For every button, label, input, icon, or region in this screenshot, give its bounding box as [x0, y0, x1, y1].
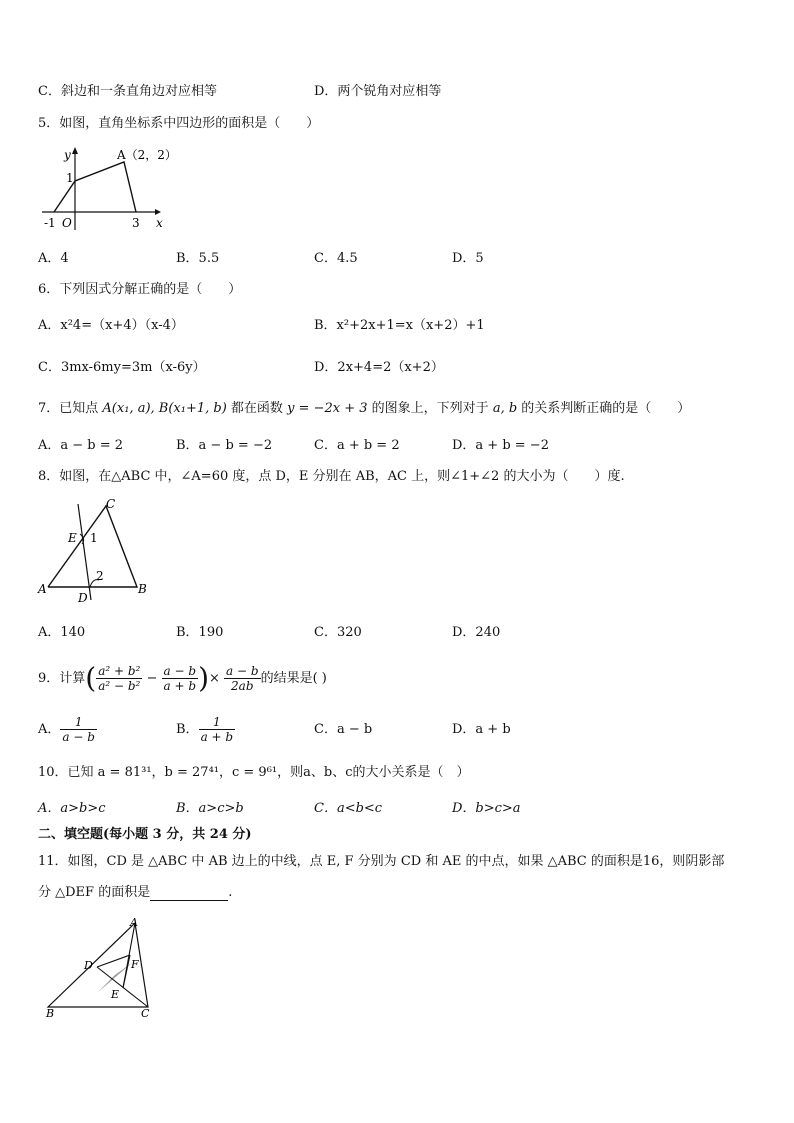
q5-option-c: C．4.5 [314, 251, 358, 266]
point-d: D [84, 959, 93, 972]
quadrilateral [54, 162, 136, 212]
median-cd [97, 967, 148, 1007]
q6-option-c: C．3mx-6my=3m（x-6y） [38, 360, 206, 375]
q7-option-d: D．a + b = −2 [452, 438, 549, 453]
q9-option-d: D．a + b [452, 722, 511, 737]
q7-points: A(x₁, a), B(x₁+1, b) [102, 401, 227, 416]
q7-suffix: 的关系判断正确的是（ ） [521, 401, 691, 416]
segment-fe [123, 955, 130, 988]
tick-1: 1 [66, 171, 74, 185]
q10-option-c: C．a<b<c [314, 801, 383, 816]
q9-option-c: C．a − b [314, 722, 373, 737]
q5-option-b: B．5.5 [176, 251, 220, 266]
q9-fraction-1: $\frac{\text{a² + b²}}{\text{a² − b²}}$ [98, 664, 141, 693]
q7-mid2: 的图象上，下列对于 [371, 401, 489, 416]
q8-triangle-figure [36, 496, 156, 606]
q9-option-a: A． $\frac{1}{a - b}$ [38, 715, 95, 744]
q5-option-d: D．5 [452, 251, 484, 266]
q7-option-a: A．a − b = 2 [38, 438, 124, 453]
vertex-c: C [106, 497, 116, 511]
q9-fraction-3: $\frac{a - b}{2ab}$ [226, 664, 259, 693]
vertex-a: A [38, 582, 47, 596]
q9-prefix: 9．计算 [38, 671, 86, 686]
point-e: E [111, 988, 120, 1001]
q9-fraction-2: $\frac{a - b}{a + b}$ [163, 664, 197, 693]
triangle-abc [48, 506, 137, 587]
q11-answer-blank[interactable] [150, 887, 228, 901]
q6-option-a: A．x²4=（x+4）（x-4） [38, 318, 184, 333]
point-e: E [68, 531, 77, 545]
q7-prefix: 7．已知点 [38, 401, 99, 416]
section-heading: 二、填空题(每小题 3 分，共 24 分) [38, 827, 252, 842]
point-f: F [131, 958, 139, 971]
x-axis-arrow [155, 209, 161, 215]
q4-option-d: D．两个锐角对应相等 [314, 84, 442, 99]
y-label: y [64, 148, 71, 162]
segment-df [97, 955, 130, 967]
q10-option-a: A．a>b>c [38, 801, 106, 816]
q11-triangle-figure [40, 913, 165, 1021]
vertex-c: C [141, 1007, 150, 1020]
q7-mid: 都在函数 [230, 401, 283, 416]
q5-option-a: A．4 [38, 251, 69, 266]
q8-option-a: A．140 [38, 625, 86, 640]
y-axis-arrow [72, 147, 78, 154]
q7-option-b: B．a − b = −2 [176, 438, 273, 453]
origin-label: O [62, 216, 72, 230]
tick-3: 3 [132, 216, 140, 230]
q10-option-b: B．a>c>b [176, 801, 244, 816]
q7-option-c: C．a + b = 2 [314, 438, 400, 453]
q8-option-c: C．320 [314, 625, 362, 640]
q6-option-d: D．2x+4=2（x+2） [314, 360, 444, 375]
q8-option-b: B．190 [176, 625, 224, 640]
q8-stem: 8．如图，在△ABC 中，∠A=60 度，点 D，E 分别在 AB，AC 上，则∠1+∠2 的大小为（ ）度. [38, 469, 625, 484]
q7-function: y = −2x + 3 [287, 401, 368, 416]
q9-suffix: 的结果是( ) [260, 671, 327, 686]
q10-option-d: D．b>c>a [452, 801, 521, 816]
transversal-line [78, 504, 91, 600]
q5-coordinate-figure [40, 142, 177, 234]
q5-stem: 5．如图，直角坐标系中四边形的面积是（ ） [38, 116, 320, 131]
q6-stem: 6．下列因式分解正确的是（ ） [38, 282, 242, 297]
point-d: D [78, 591, 88, 605]
q10-stem: 10．已知 a = 81³¹，b = 27⁴¹，c = 9⁶¹，则a、b、c的大小关系是（ ） [38, 765, 470, 780]
point-a-label: A（2，2） [117, 148, 177, 162]
vertex-a: A [130, 916, 138, 929]
q9-stem: 9．计算( $\frac{\text{a² + b²}}{\text{a² − b²}}$ − $\frac{a - b}{a + b}$ )× $\frac{a - b}{2ab}$ 的结果是( ) [38, 661, 327, 695]
q9-option-b: B． $\frac{1}{a + b}$ [176, 715, 234, 744]
vertex-b: B [46, 1007, 55, 1020]
tick-neg1: -1 [44, 216, 56, 230]
angle-1-label: 1 [90, 531, 98, 545]
q6-option-b: B．x²+2x+1=x（x+2）+1 [314, 318, 485, 333]
q8-option-d: D．240 [452, 625, 501, 640]
q4-option-c: C．斜边和一条直角边对应相等 [38, 84, 217, 99]
q11-line2: 分 △DEF 的面积是 . [38, 885, 233, 900]
angle-2-label: 2 [96, 569, 104, 583]
x-label: x [156, 216, 163, 230]
vertex-b: B [138, 582, 147, 596]
q7-vars: a, b [492, 401, 518, 416]
q11-line1: 11．如图，CD 是 △ABC 中 AB 边上的中线，点 E, F 分别为 CD 和 AE 的中点，如果 △ABC 的面积是16，则阴影部 [38, 854, 725, 869]
q7-stem [38, 401, 690, 417]
